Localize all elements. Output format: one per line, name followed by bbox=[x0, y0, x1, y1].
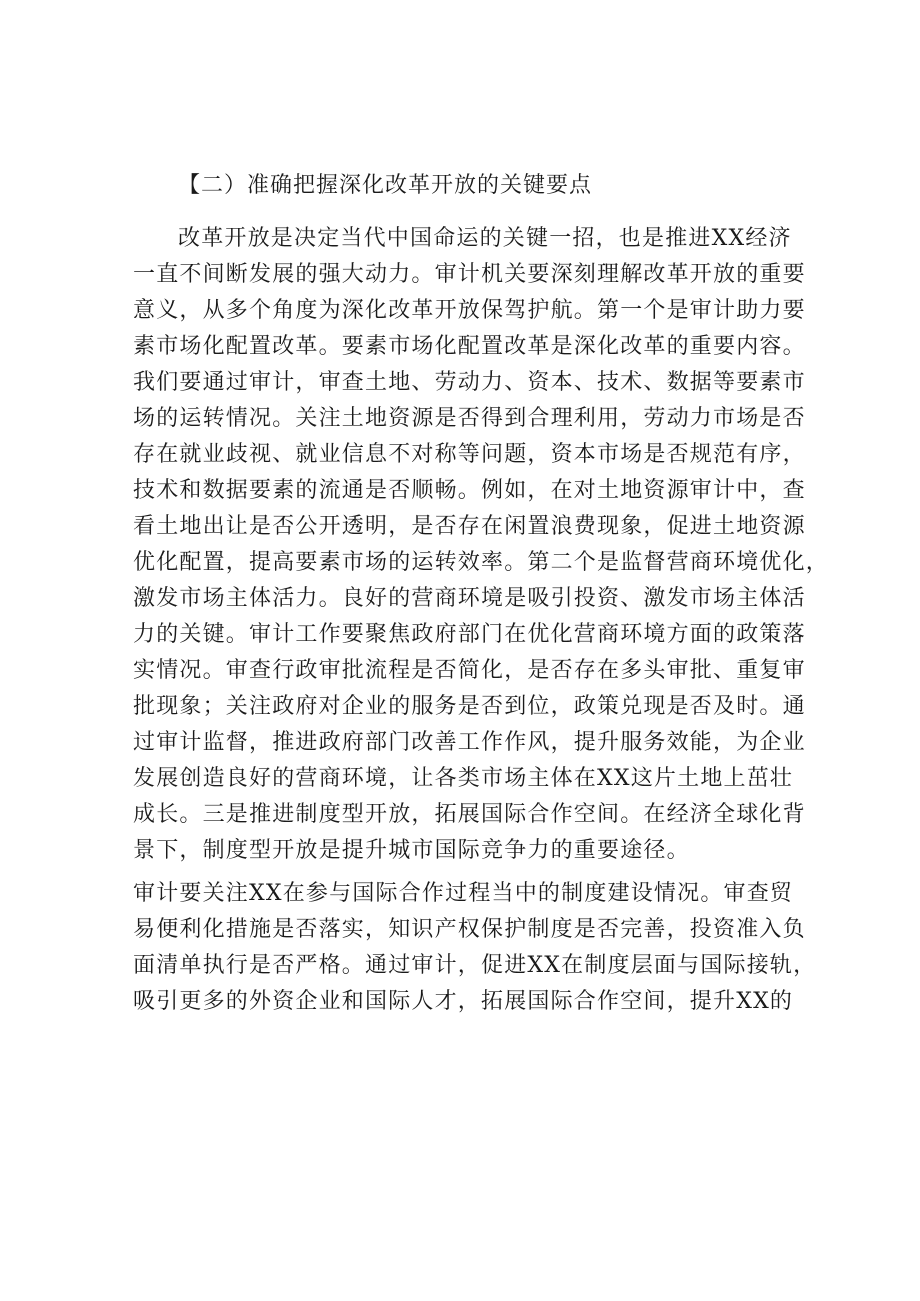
paragraph-line: 激发市场主体活力。良好的营商环境是吸引投资、激发市场主体活 bbox=[133, 586, 806, 611]
paragraph-line: 实情况。审查行政审批流程是否简化，是否存在多头审批、重复审 bbox=[133, 658, 806, 683]
paragraph-line: 成长。三是推进制度型开放，拓展国际合作空间。在经济全球化背 bbox=[133, 802, 806, 827]
paragraph-line: 景下，制度型开放是提升城市国际竞争力的重要途径。 bbox=[133, 838, 690, 863]
paragraph-line: 优化配置，提高要素市场的运转效率。第二个是监督营商环境优化， bbox=[133, 550, 830, 575]
paragraph-line: 改革开放是决定当代中国命运的关键一招，也是推进XX经济 bbox=[178, 226, 792, 251]
paragraph-line: 场的运转情况。关注土地资源是否得到合理利用，劳动力市场是否 bbox=[133, 406, 806, 431]
paragraph-line: 我们要通过审计，审查土地、劳动力、资本、技术、数据等要素市 bbox=[133, 370, 806, 395]
paragraph-line: 发展创造良好的营商环境，让各类市场主体在XX这片土地上茁壮 bbox=[133, 766, 794, 791]
paragraph-line: 面清单执行是否严格。通过审计，促进XX在制度层面与国际接轨， bbox=[133, 953, 817, 978]
paragraph-line: 看土地出让是否公开透明，是否存在闲置浪费现象，促进土地资源 bbox=[133, 514, 806, 539]
paragraph-line: 一直不间断发展的强大动力。审计机关要深刻理解改革开放的重要 bbox=[133, 262, 806, 287]
paragraph-line: 吸引更多的外资企业和国际人才，拓展国际合作空间，提升XX的 bbox=[133, 989, 794, 1014]
paragraph-line: 过审计监督，推进政府部门改善工作作风，提升服务效能，为企业 bbox=[133, 730, 806, 755]
paragraph-line: 易便利化措施是否落实，知识产权保护制度是否完善，投资准入负 bbox=[133, 917, 806, 942]
paragraph-line: 素市场化配置改革。要素市场化配置改革是深化改革的重要内容。 bbox=[133, 334, 806, 359]
paragraph-line: 审计要关注XX在参与国际合作过程当中的制度建设情况。审查贸 bbox=[133, 881, 794, 906]
paragraph-line: 意义，从多个角度为深化改革开放保驾护航。第一个是审计助力要 bbox=[133, 298, 806, 323]
section-heading: 【二）准确把握深化改革开放的关键要点 bbox=[178, 173, 593, 198]
paragraph-line: 存在就业歧视、就业信息不对称等问题，资本市场是否规范有序， bbox=[133, 442, 806, 467]
paragraph-line: 力的关键。审计工作要聚焦政府部门在优化营商环境方面的政策落 bbox=[133, 622, 806, 647]
paragraph-line: 技术和数据要素的流通是否顺畅。例如，在对土地资源审计中，查 bbox=[133, 478, 806, 503]
paragraph-line: 批现象；关注政府对企业的服务是否到位，政策兑现是否及时。通 bbox=[133, 694, 806, 719]
